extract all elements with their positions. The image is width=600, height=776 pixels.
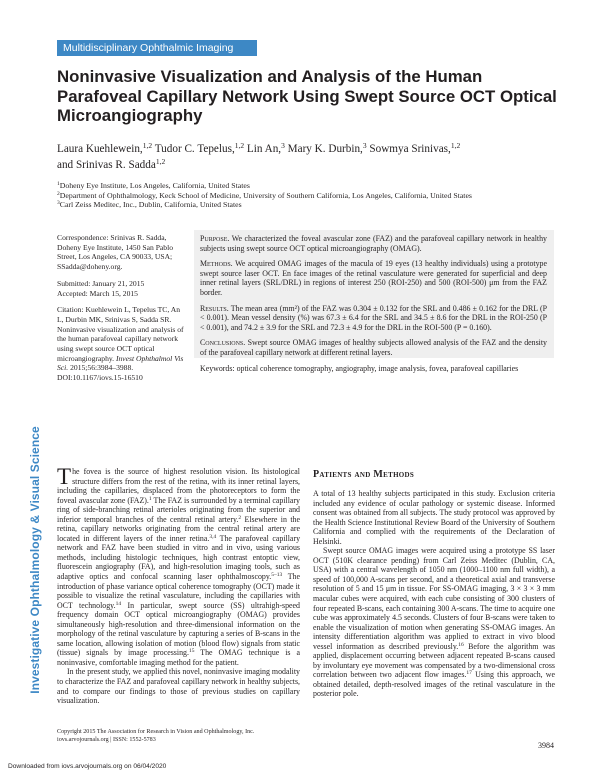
author-affiliation-number: 3 <box>281 141 285 150</box>
author-name: Lin An, <box>246 143 282 155</box>
reference-mark: 5–13 <box>271 572 283 579</box>
journal-name: Investigative Ophthalmology & Visual Science <box>28 426 42 694</box>
citation-journal: Invest Ophthalmol Vis Sci. <box>57 353 184 373</box>
author-affiliation-number: 1,2 <box>155 156 166 166</box>
text-run: Before the algorithm was applied, displacement occurring between adjacent repeated B-scans caused by involuntary eye movement was compensated by a two-dimensional cross correlation between two adjacent flow images. <box>313 641 555 680</box>
journal-sidebar <box>26 400 44 720</box>
author-name: and Srinivas R. Sadda <box>57 158 156 171</box>
purpose-text: We characterized the foveal avascular zone (FAZ) and the parafoveal capillary network in healthy subjects using swept source OCT optical microangiography (OMAG). <box>200 234 547 253</box>
author-affiliation-number: 1,2 <box>142 141 153 150</box>
reference-mark: 1 <box>148 495 152 502</box>
text-run: The fovea is the source of highest resolution vision. Its histological structure differs from the rest of the retina, with its inner retinal layers, including the capillaries, displaced from the photoreceptors to form the foveal avascular zone (FAZ). <box>57 464 300 505</box>
conclusions-label: Conclusions. <box>200 338 246 348</box>
reference-mark: 15 <box>188 648 195 655</box>
affiliation-number: 3 <box>57 200 60 207</box>
author-list <box>57 142 567 173</box>
results-text: The mean area (mm²) of the FAZ was 0.304 ± 0.132 for the SRL and 0.486 ± 0.162 for the DRL (P < 0.001). Mean vessel density (%) was 67.3 ± 6.4 for the SRL and 34.5 ± 8.6 for the DRL in the ROI-250 (P < 0.001), and 74.2 ± 3.9 for the SRL and 72.3 ± 4.9 for the DRL in the ROI-500 (P = 0.160). <box>200 303 547 332</box>
dates <box>57 279 187 298</box>
text-run: Using this approach, we obtained detailed, depth-resolved images of the retinal vasculature in the posterior pole. <box>313 670 556 699</box>
methods-paragraph <box>313 546 555 699</box>
author-name: Mary K. Durbin, <box>287 143 363 155</box>
author-affiliation-number: 1,2 <box>450 141 461 150</box>
results-label: Results. <box>200 303 229 313</box>
abstract-results <box>200 304 547 333</box>
copyright-line: Copyright 2015 The Association for Research in Vision and Ophthalmology, Inc. <box>57 729 255 735</box>
affiliation-item <box>57 181 567 191</box>
body-left-column <box>57 464 301 706</box>
reference-mark: 17 <box>466 670 472 677</box>
text-run: The parafoveal capillary network and FAZ have been studied in vitro and in vivo, using various methods, including histologic techniques, high contrast entoptic view, fluorescein angiography (FA), and high-resolution imaging tools, such as adaptive optics and confocal scanning laser ophthalmoscopy. <box>57 533 301 582</box>
page-number: 3984 <box>538 741 554 750</box>
intro-paragraph: In the present study, we applied this novel, noninvasive imaging modality to characterize the FAZ and parafoveal capillary network in healthy subjects, and to compare our findings to those of previous studies on capillary visualization. <box>57 667 300 706</box>
author-name: Sowmya Srinivas, <box>369 143 451 155</box>
text-run: Elsewhere in the retina, capillary networks originating from the central retinal artery are located in different layers of the inner retina. <box>57 514 300 543</box>
text-run: The introduction of phase variance optical coherence tomography (OCT) made it possible to visualize the retinal vasculature, including the capillaries with OCT technology. <box>57 572 301 610</box>
affiliation-number: 1 <box>57 181 60 187</box>
affiliation-item <box>57 200 567 210</box>
affiliation-number: 2 <box>57 190 60 197</box>
author-affiliation-number: 3 <box>362 141 367 150</box>
methods-label: Methods. <box>200 259 233 269</box>
purpose-label: Purpose. <box>200 234 230 243</box>
reference-mark: 3,4 <box>209 533 217 540</box>
affiliations <box>57 181 567 210</box>
text-run: In particular, swept source (SS) ultrahigh-speed frequency domain OCT optical microangiography (OMAG) provides simultaneously high-resolution and three-dimensional information on the morphology of the retinal vasculature by capturing a series of B-scans in the same location, allowing isolation of motion (blood flow) signals from static (tissue) signals by image processing. <box>57 600 300 658</box>
submitted-date: Submitted: January 21, 2015 <box>57 278 145 288</box>
text-run: Swept source OMAG images were acquired using a prototype SS laser OCT (510K clearance pending) from Carl Zeiss Meditec (Dublin, CA, USA) with a central wavelength of 1050 nm (1000–1100 nm full width), a speed of 100,000 A-scans per second, and a theoretical axial and transverse resolution of 5 and 15 μm in tissue. For SS-OMAG imaging, 3 × 3 × 3 mm macular cubes were acquired, with each cube consisting of 300 clusters of four repeated B-scans, each containing 300 A-scans. The time to acquire one cube was approximately 4.5 seconds. Clusters of four B-scans were taken to enable the visualization of motion when generating SS-OMAG images. An intensity differentiation algorithm was applied to extract in vivo blood vessel information as described previously. <box>313 546 555 651</box>
citation <box>57 305 187 383</box>
methods-text: We acquired OMAG images of the macula of 19 eyes (13 healthy individuals) using a prototype swept source laser OCT. En face images of the retinal vasculature were generated for superficial and deep inner retinal layers (SRL/DRL) in regions of interest 250 (ROI-250) and 500 (ROI-500) μm from the FAZ border. <box>200 259 547 297</box>
intro-paragraph <box>57 464 301 667</box>
author-name: Tudor C. Tepelus, <box>154 143 235 155</box>
citation-text: Citation: Kuehlewein L, Tepelus TC, An L, Durbin MK, Srinivas S, Sadda SR. Noninvasive visualization and analysis of the human parafoveal capillary network using swept source OCT optical microangiography. <box>57 305 184 363</box>
conclusions-text: Swept source OMAG images of healthy subjects allowed analysis of the FAZ and the density of the parafoveal capillary network at different retinal layers. <box>200 338 547 357</box>
section-heading: Patients and Methods <box>313 469 415 480</box>
text-run: The FAZ is surrounded by a terminal capillary ring of side-branching retinal arterioles originating from the superior and inferior temporal branches of the central retinal artery. <box>57 495 301 524</box>
keywords: Keywords: optical coherence tomography, angiography, image analysis, fovea, parafoveal capillaries <box>200 363 519 373</box>
section-banner: Multidisciplinary Ophthalmic Imaging <box>57 40 257 56</box>
body-right-column <box>313 489 555 699</box>
reference-mark: 14 <box>115 600 122 607</box>
abstract-conclusions <box>200 338 547 357</box>
affiliation-item <box>57 191 567 201</box>
reference-mark: 16 <box>458 641 464 648</box>
abstract-purpose <box>200 234 547 253</box>
paper-title: Noninvasive Visualization and Analysis of the Human Parafoveal Capillary Network Using Swept Source OCT Optical Microangiography <box>57 67 557 125</box>
author-name: Laura Kuehlewein, <box>57 143 143 155</box>
download-notice: Downloaded from iovs.arvojournals.org on 06/04/2020 <box>8 763 167 770</box>
abstract-methods <box>200 259 547 297</box>
accepted-date: Accepted: March 15, 2015 <box>57 288 138 298</box>
affiliation-text: Department of Ophthalmology, Keck School of Medicine, University of Southern California, Los Angeles, California, United States <box>59 190 472 200</box>
affiliation-text: Doheny Eye Institute, Los Angeles, California, United States <box>59 181 250 190</box>
affiliation-text: Carl Zeiss Meditec, Inc., Dublin, California, United States <box>59 200 242 210</box>
article-info <box>57 233 187 390</box>
journal-url-issn: iovs.arvojournals.org | ISSN: 1552-5783 <box>57 737 156 744</box>
reference-mark: 2 <box>238 514 242 521</box>
correspondence: Correspondence: Srinivas R. Sadda, Doheny Eye Institute, 1450 San Pablo Street, Los Angeles, CA 90033, USA; SSadda@doheny.org. <box>57 233 174 272</box>
author-affiliation-number: 1,2 <box>234 141 245 150</box>
copyright <box>57 728 397 745</box>
text-run: The OMAG technique is a noninvasive, comfortable imaging method for the patient. <box>57 648 300 667</box>
abstract-box <box>194 230 554 373</box>
citation-details: 2015;56:3984–3988. DOI:10.1167/iovs.15-16510 <box>57 363 143 383</box>
methods-paragraph: A total of 13 healthy subjects participated in this study. Exclusion criteria included any evidence of ocular pathology or systemic disease. Informed consent was obtained from all subjects. The study protocol was approved by the Health Science Institutional Review Board of the University of Southern California and complied with the requirements of the Declaration of Helsinki. <box>313 489 555 546</box>
